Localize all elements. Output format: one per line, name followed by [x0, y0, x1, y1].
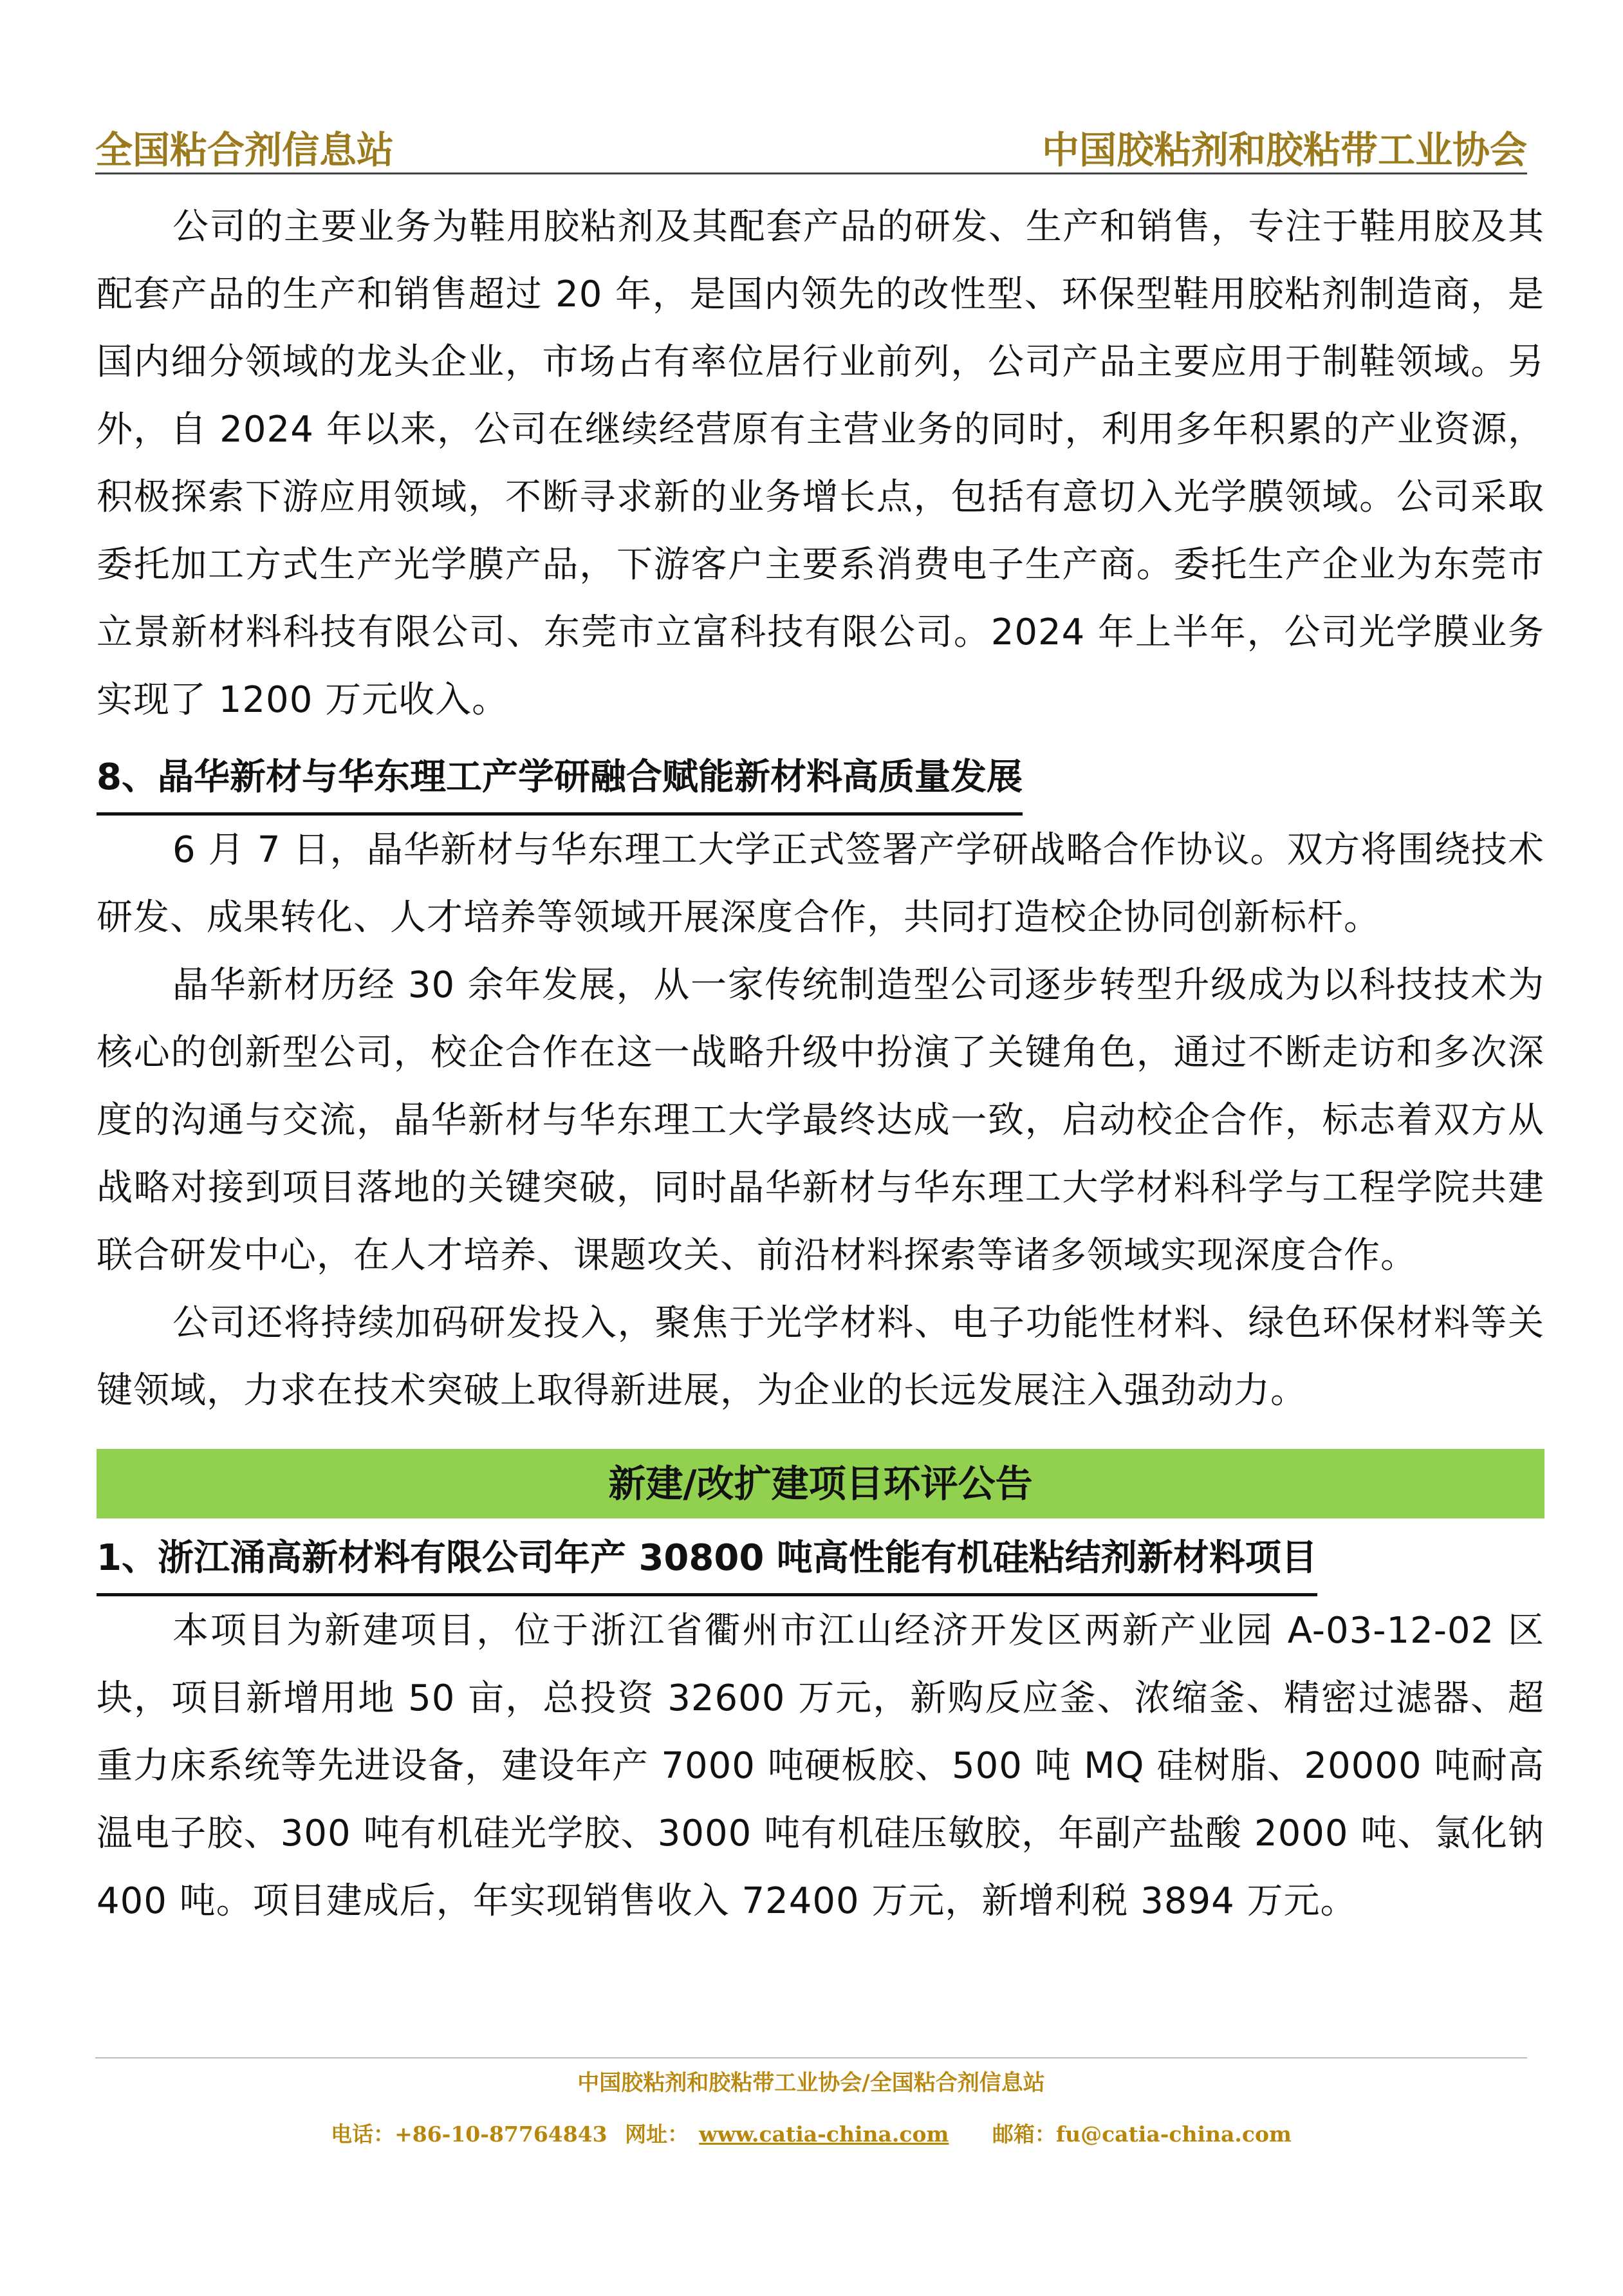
- paragraph-agreement: 6 月 7 日，晶华新材与华东理工大学正式签署产学研战略合作协议。双方将围绕技术研发、成果转化、人才培养等领域开展深度合作，共同打造校企协同创新标杆。: [97, 829, 1544, 938]
- paragraph-investment: 公司还将持续加码研发投入，聚焦于光学材料、电子功能性材料、绿色环保材料等关键领域，力求在技术突破上取得新进展，为企业的长远发展注入强劲动力。: [97, 1302, 1544, 1412]
- footer-contact-line: [95, 2109, 1527, 2160]
- footer-phone: 电话：+86-10-87764843: [331, 2122, 607, 2147]
- document-body: [97, 193, 1544, 1935]
- page-header: [95, 111, 1527, 174]
- section-band-eia-announcement: 新建/改扩建项目环评公告: [97, 1449, 1544, 1518]
- page-footer: [95, 2057, 1527, 2160]
- section-8-heading: 8、晶华新材与华东理工产学研融合赋能新材料高质量发展: [97, 743, 1023, 816]
- header-left-title: 全国粘合剂信息站: [95, 128, 394, 172]
- project-1-heading-wrap: [97, 1524, 1544, 1597]
- paragraph-company-business: 公司的主要业务为鞋用胶粘剂及其配套产品的研发、生产和销售，专注于鞋用胶及其配套产品的生产和销售超过 20 年，是国内领先的改性型、环保型鞋用胶粘剂制造商，是国内细分领域的龙头企业，市场占有率位居行业前列，公司产品主要应用于制鞋领域。另外，自 2024 年以来，公司在继续经营原有主营业务的同时，利用多年积累的产业资源，积极探索下游应用领域，不断寻求新的业务增长点，包括有意切入光学膜领域。公司采取委托加工方式生产光学膜产品，下游客户主要系消费电子生产商。委托生产企业为东莞市立景新材料科技有限公司、东莞市立富科技有限公司。2024 年上半年，公司光学膜业务实现了 1200 万元收入。: [97, 206, 1544, 721]
- project-1-heading: 1、浙江涌高新材料有限公司年产 30800 吨高性能有机硅粘结剂新材料项目: [97, 1524, 1317, 1596]
- paragraph-history: 晶华新材历经 30 余年发展，从一家传统制造型公司逐步转型升级成为以科技技术为核心的创新型公司，校企合作在这一战略升级中扮演了关键角色，通过不断走访和多次深度的沟通与交流，晶华新材与华东理工大学最终达成一致，启动校企合作，标志着双方从战略对接到项目落地的关键突破，同时晶华新材与华东理工大学材料科学与工程学院共建联合研发中心，在人才培养、课题攻关、前沿材料探索等诸多领域实现深度合作。: [97, 964, 1544, 1276]
- footer-email[interactable]: 邮箱：fu@catia-china.com: [992, 2122, 1292, 2147]
- paragraph-project-1: 本项目为新建项目，位于浙江省衢州市江山经济开发区两新产业园 A-03-12-02 区块，项目新增用地 50 亩，总投资 32600 万元，新购反应釜、浓缩釜、精密过滤器、超重力床系统等先进设备，建设年产 7000 吨硬板胶、500 吨 MQ 硅树脂、20000 吨耐高温电子胶、300 吨有机硅光学胶、3000 吨有机硅压敏胶，年副产盐酸 2000 吨、氯化钠 400 吨。项目建成后，年实现销售收入 72400 万元，新增利税 3894 万元。: [97, 1610, 1544, 1922]
- footer-website-link[interactable]: www.catia-china.com: [699, 2122, 949, 2147]
- footer-website-label: 网址：: [625, 2122, 689, 2147]
- section-8-heading-wrap: [97, 743, 1544, 816]
- footer-org-line: 中国胶粘剂和胶粘带工业协会/全国粘合剂信息站: [577, 2070, 1045, 2096]
- header-right-title: 中国胶粘剂和胶粘带工业协会: [1041, 128, 1527, 172]
